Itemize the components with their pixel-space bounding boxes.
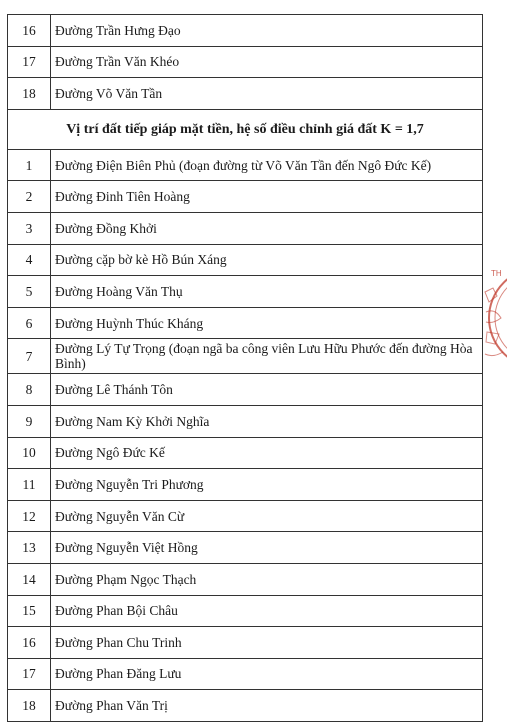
row-number: 17 [8,46,51,78]
row-number: 11 [8,469,51,501]
table-row [8,149,483,181]
table-row [8,563,483,595]
section-heading: Vị trí đất tiếp giáp mặt tiền, hệ số điều chỉnh giá đất K = 1,7 [8,109,483,149]
street-name: Đường Nguyễn Văn Cừ [51,500,483,532]
row-number: 12 [8,500,51,532]
street-name: Đường Trần Hưng Đạo [51,15,483,47]
table-row [8,78,483,110]
street-name: Đường Phạm Ngọc Thạch [51,563,483,595]
red-seal-stamp [483,262,507,374]
street-name: Đường Phan Văn Trị [51,690,483,722]
street-name: Đường Nguyễn Việt Hồng [51,532,483,564]
row-number: 6 [8,307,51,339]
table-row [8,469,483,501]
street-name: Đường Nguyễn Tri Phương [51,469,483,501]
street-name: Đường Phan Chu Trinh [51,627,483,659]
table-row [8,212,483,244]
street-name: Đường Nam Kỳ Khởi Nghĩa [51,405,483,437]
street-name: Đường Đồng Khởi [51,212,483,244]
row-number: 13 [8,532,51,564]
row-number: 16 [8,627,51,659]
street-name: Đường Ngô Đức Kế [51,437,483,469]
table-row [8,276,483,308]
street-name: Đường Đinh Tiên Hoàng [51,181,483,213]
svg-text:TH: TH [491,269,502,278]
row-number: 2 [8,181,51,213]
table-row [8,46,483,78]
table-row [8,244,483,276]
table-row [8,181,483,213]
table-row [8,500,483,532]
row-number: 16 [8,15,51,47]
row-number: 18 [8,78,51,110]
land-price-table [7,14,483,722]
street-name: Đường Phan Bội Châu [51,595,483,627]
table-row [8,627,483,659]
street-name: Đường Điện Biên Phủ (đoạn đường từ Võ Văn Tần đến Ngô Đức Kế) [51,149,483,181]
row-number: 9 [8,405,51,437]
street-name: Đường Võ Văn Tần [51,78,483,110]
street-name: Đường cặp bờ kè Hồ Bún Xáng [51,244,483,276]
row-number: 10 [8,437,51,469]
street-name: Đường Trần Văn Khéo [51,46,483,78]
street-name: Đường Lý Tự Trọng (đoạn ngã ba công viên Lưu Hữu Phước đến đường Hòa Bình) [51,339,483,374]
row-number: 4 [8,244,51,276]
table-row [8,595,483,627]
table-row [8,307,483,339]
table-row [8,339,483,374]
table-row [8,690,483,722]
street-name: Đường Hoàng Văn Thụ [51,276,483,308]
row-number: 7 [8,339,51,374]
section-heading-row [8,109,483,149]
table-row [8,437,483,469]
row-number: 17 [8,658,51,690]
table-row [8,658,483,690]
street-name: Đường Phan Đăng Lưu [51,658,483,690]
street-name: Đường Lê Thánh Tôn [51,374,483,406]
row-number: 5 [8,276,51,308]
street-name: Đường Huỳnh Thúc Kháng [51,307,483,339]
row-number: 15 [8,595,51,627]
table-row [8,532,483,564]
row-number: 3 [8,212,51,244]
row-number: 14 [8,563,51,595]
row-number: 18 [8,690,51,722]
row-number: 1 [8,149,51,181]
table-row [8,15,483,47]
row-number: 8 [8,374,51,406]
table-row [8,405,483,437]
seal-icon [483,262,507,374]
table-row [8,374,483,406]
